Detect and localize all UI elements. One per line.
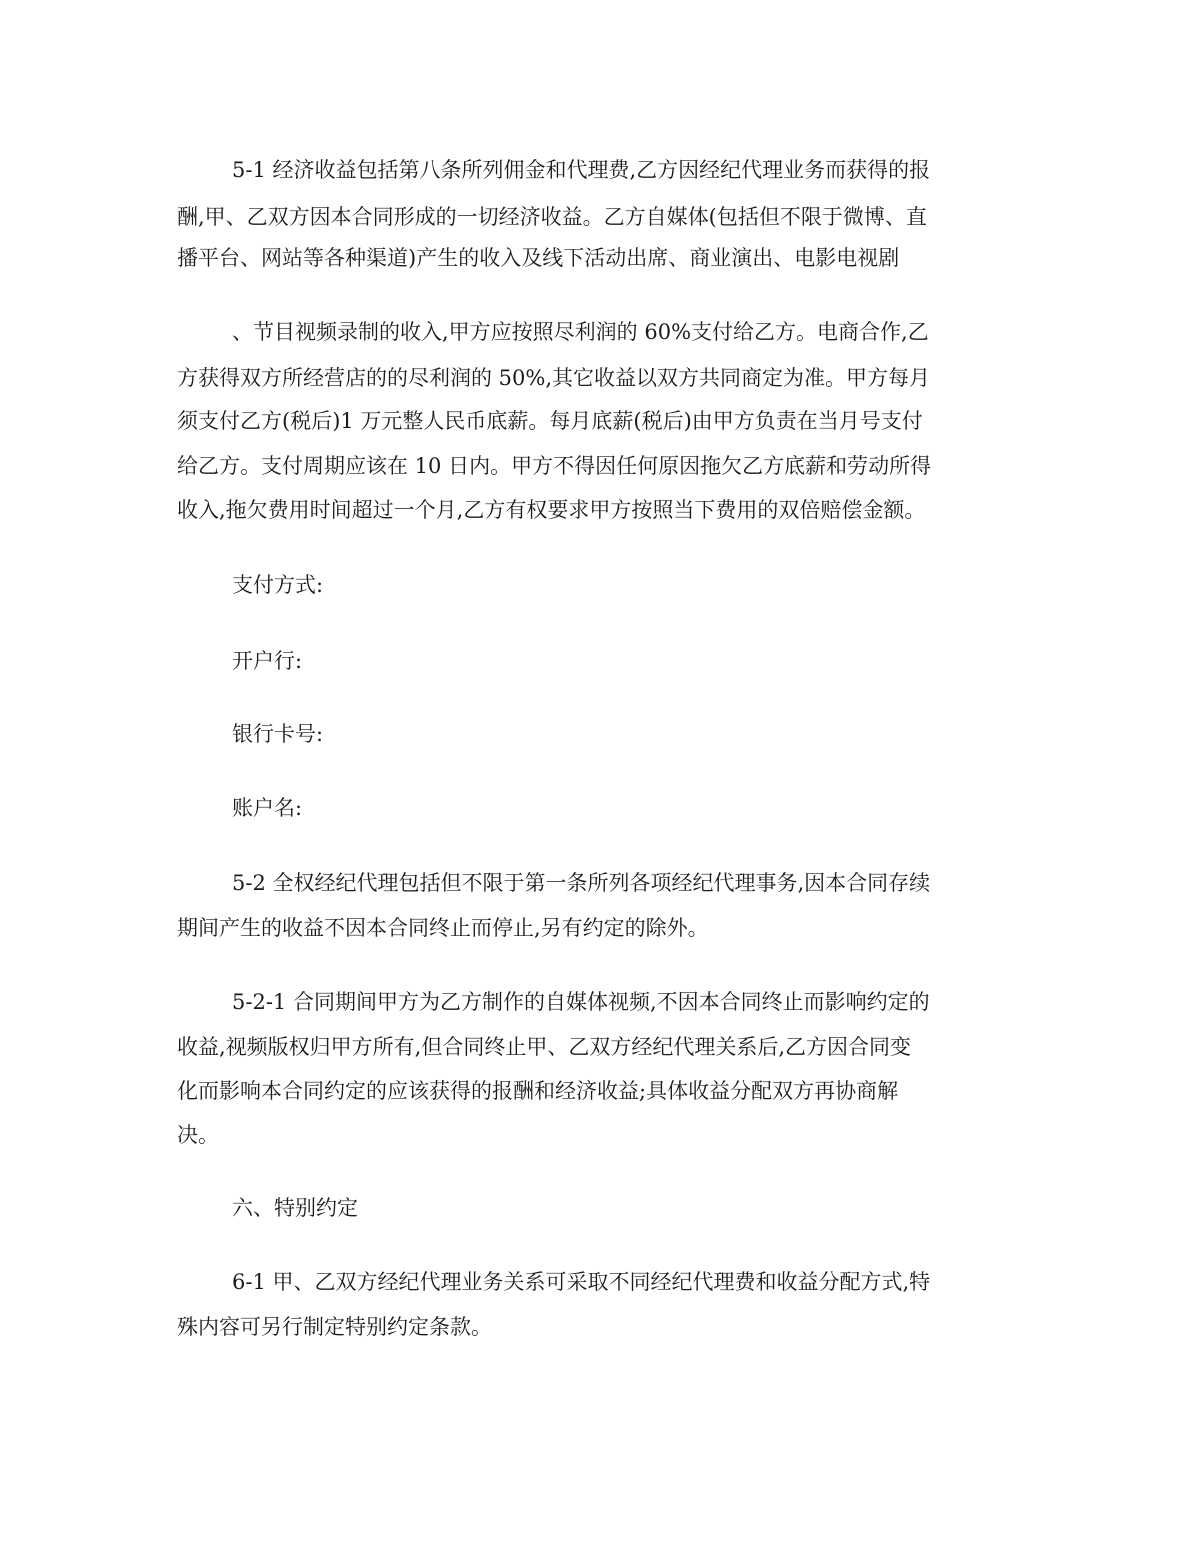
clause-5-1-line-1: 5-1 经济收益包括第八条所列佣金和代理费,乙方因经纪代理业务而获得的报 [232, 158, 931, 182]
payment-method-label: 支付方式: [232, 573, 324, 597]
clause-5-1-line-7: 给乙方。支付周期应该在 10 日内。甲方不得因任何原因拖欠乙方底薪和劳动所得 [177, 454, 932, 478]
clause-5-2-1-line-3: 化而影响本合同约定的应该获得的报酬和经济收益;具体收益分配双方再协商解 [177, 1079, 899, 1103]
clause-6-1-line-2: 殊内容可另行制定特别约定条款。 [177, 1315, 492, 1339]
account-name-label: 账户名: [232, 796, 303, 820]
clause-5-2-1-line-1: 5-2-1 合同期间甲方为乙方制作的自媒体视频,不因本合同终止而影响约定的 [232, 990, 930, 1014]
clause-5-2-line-1: 5-2 全权经纪代理包括但不限于第一条所列各项经纪代理事务,因本合同存续 [232, 871, 931, 895]
clause-5-1-line-5: 方获得双方所经营店的的尽利润的 50%,其它收益以双方共同商定为准。甲方每月 [177, 366, 931, 390]
section-six-heading: 六、特别约定 [232, 1196, 358, 1220]
clause-5-2-1-line-2: 收益,视频版权归甲方所有,但合同终止甲、乙双方经纪代理关系后,乙方因合同变 [177, 1035, 912, 1059]
clause-5-1-line-3: 播平台、网站等各种渠道)产生的收入及线下活动出席、商业演出、电影电视剧 [177, 246, 900, 270]
clause-5-1-line-4: 、节目视频录制的收入,甲方应按照尽利润的 60%支付给乙方。电商合作,乙 [232, 320, 929, 344]
clause-5-2-1-line-4: 决。 [177, 1123, 219, 1147]
clause-6-1-line-1: 6-1 甲、乙双方经纪代理业务关系可采取不同经纪代理费和收益分配方式,特 [232, 1270, 931, 1294]
clause-5-1-line-6: 须支付乙方(税后)1 万元整人民币底薪。每月底薪(税后)由甲方负责在当月号支付 [177, 409, 923, 433]
bank-label: 开户行: [232, 649, 303, 673]
card-number-label: 银行卡号: [232, 722, 324, 746]
clause-5-2-line-2: 期间产生的收益不因本合同终止而停止,另有约定的除外。 [177, 916, 709, 940]
clause-5-1-line-2: 酬,甲、乙双方因本合同形成的一切经济收益。乙方自媒体(包括但不限于微博、直 [177, 205, 927, 229]
clause-5-1-line-8: 收入,拖欠费用时间超过一个月,乙方有权要求甲方按照当下费用的双倍赔偿金额。 [177, 498, 926, 522]
